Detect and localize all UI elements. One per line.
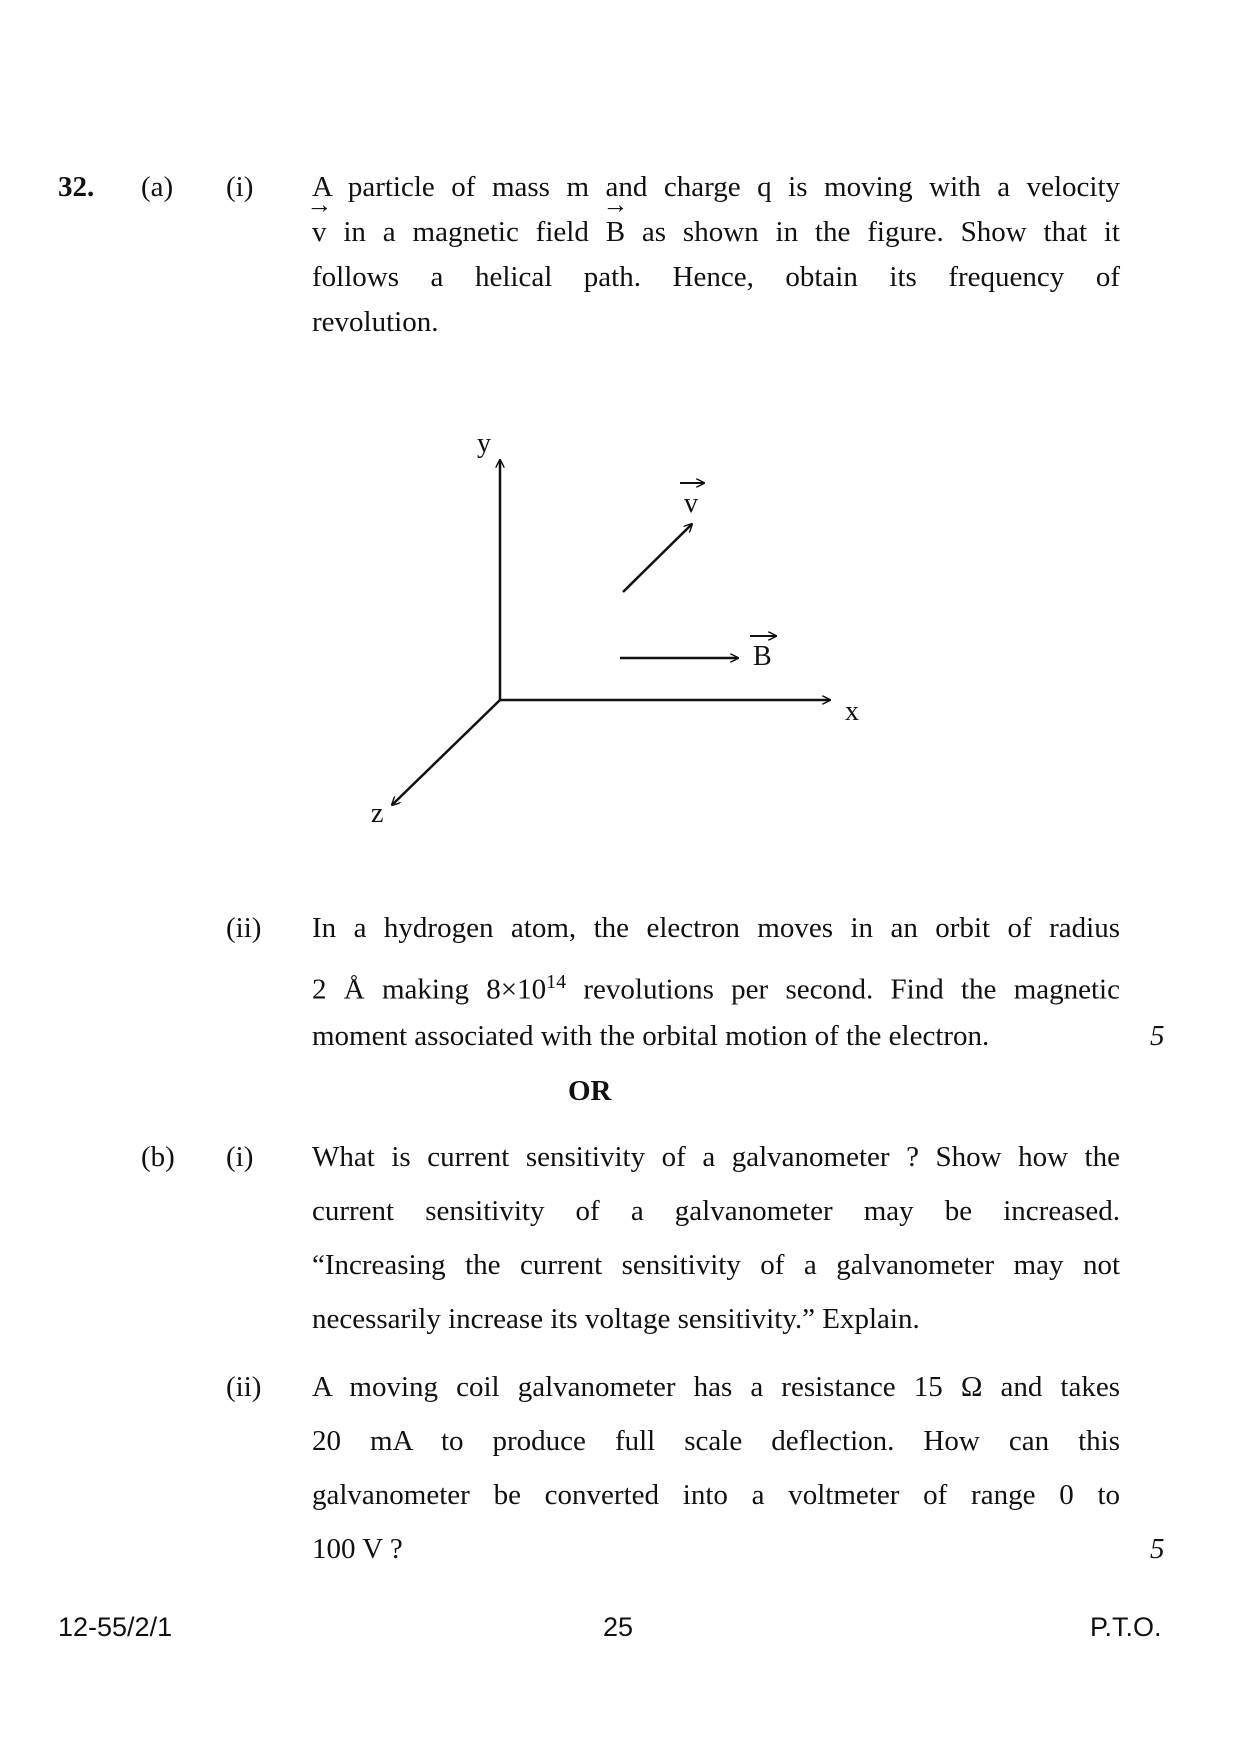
part-b-ii-line3: galvanometer be converted into a voltmeter of range 0 to — [312, 1479, 1120, 1511]
part-b-i-line1: What is current sensitivity of a galvanometer ? Show how the — [312, 1141, 1120, 1173]
velocity-label: v — [684, 488, 698, 519]
velocity-label-group — [680, 483, 704, 519]
y-axis-label: y — [477, 428, 491, 459]
velocity-vector: → v — [312, 216, 327, 248]
part-a-marks: 5 — [1150, 1020, 1165, 1052]
field-label-group — [750, 636, 776, 672]
z-axis-label: z — [371, 798, 384, 829]
part-b-marks: 5 — [1150, 1533, 1165, 1565]
paper-code: 12-55/2/1 — [58, 1612, 173, 1642]
please-turn-over: P.T.O. — [1090, 1612, 1162, 1642]
part-b-ii-label: (ii) — [226, 1371, 262, 1403]
part-a-ii-line2-pre: 2 Å making 8×10 — [312, 973, 547, 1006]
field-vector: → B — [606, 216, 625, 248]
part-b-ii-line4: 100 V ? — [312, 1533, 403, 1565]
part-b-i-label: (i) — [226, 1141, 254, 1173]
part-a-label: (a) — [141, 171, 174, 203]
part-a-i-line2-end: as shown in the figure. Show that it — [625, 216, 1120, 248]
part-b-i-line4: necessarily increase its voltage sensitivity.” Explain. — [312, 1303, 920, 1335]
part-a-i-line1: A particle of mass m and charge q is moving with a velocity — [312, 171, 1120, 203]
part-b-ii-line2: 20 mA to produce full scale deflection. How can this — [312, 1425, 1120, 1457]
or-separator: OR — [568, 1075, 612, 1107]
part-a-ii-line1: In a hydrogen atom, the electron moves in an orbit of radius — [312, 912, 1120, 944]
part-b-label: (b) — [141, 1141, 175, 1173]
part-b-i-line2: current sensitivity of a galvanometer may be increased. — [312, 1195, 1120, 1227]
part-a-i-line3: follows a helical path. Hence, obtain its frequency of — [312, 261, 1120, 293]
part-a-i-line2-mid: in a magnetic field — [326, 216, 606, 248]
part-a-ii-line2-post: revolutions per second. Find the magnetic — [566, 973, 1120, 1006]
part-b-i-line3: “Increasing the current sensitivity of a galvanometer may not — [312, 1249, 1120, 1281]
page-number: 25 — [603, 1612, 634, 1642]
part-a-i-line4: revolution. — [312, 306, 439, 338]
velocity-arrow — [623, 524, 692, 592]
question-number: 32. — [58, 171, 95, 203]
part-a-ii-line2 — [312, 966, 1120, 1006]
z-axis-line — [392, 700, 500, 805]
x-axis-label: x — [845, 696, 859, 727]
part-a-ii-label: (ii) — [226, 912, 262, 944]
part-b-ii-line1: A moving coil galvanometer has a resistance 15 Ω and takes — [312, 1371, 1120, 1403]
part-a-ii-line3: moment associated with the orbital motion of the electron. — [312, 1020, 990, 1052]
part-a-i-label: (i) — [226, 171, 254, 203]
part-a-ii-exponent: 14 — [546, 971, 567, 993]
field-label: B — [753, 641, 772, 672]
